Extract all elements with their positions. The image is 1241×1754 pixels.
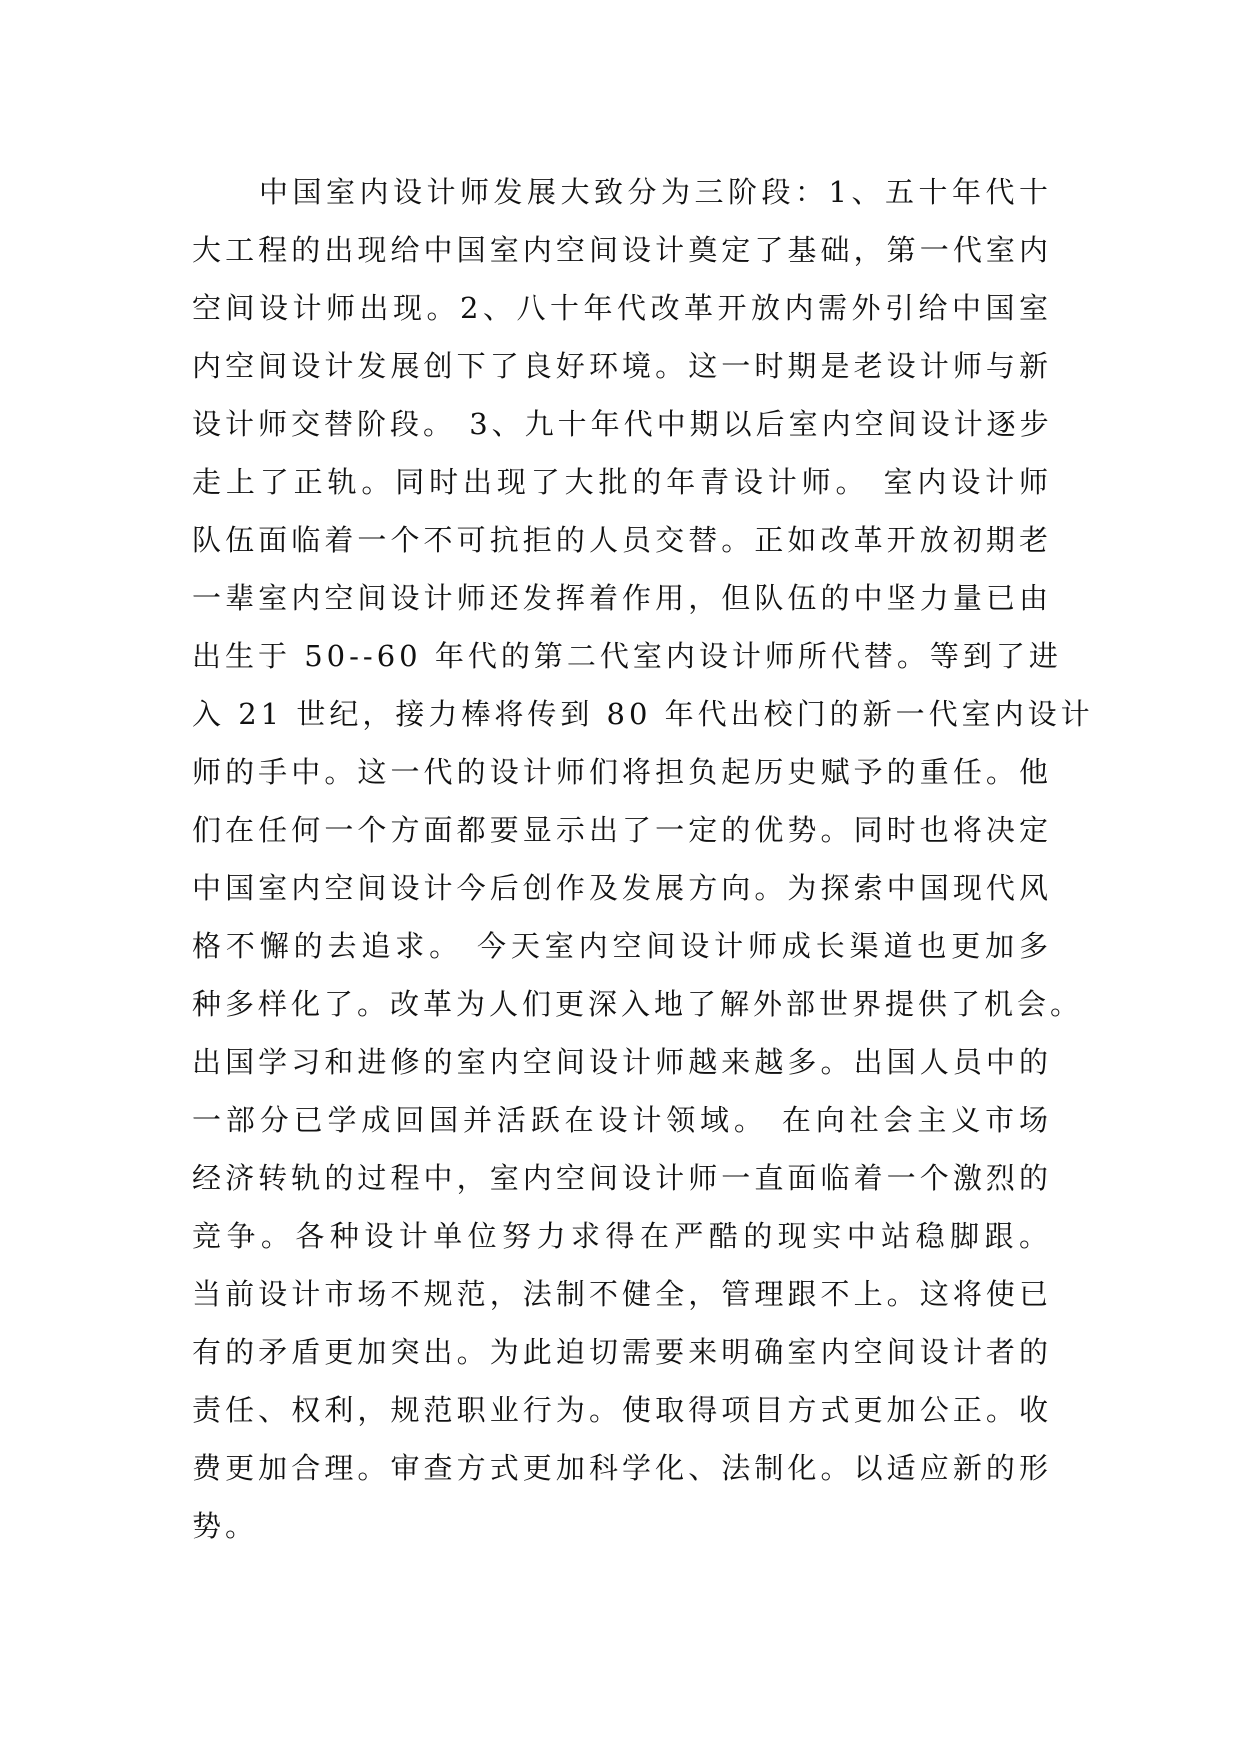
text-line: 当前设计市场不规范，法制不健全，管理跟不上。这将使已 — [192, 1277, 1052, 1311]
text-line: 设计师交替阶段。 3、九十年代中期以后室内空间设计逐步 — [192, 407, 1053, 441]
text-line: 走上了正轨。同时出现了大批的年青设计师。 室内设计师 — [192, 465, 1052, 499]
text-line: 一辈室内空间设计师还发挥着作用，但队伍的中坚力量已由 — [192, 581, 1052, 615]
text-line: 空间设计师出现。2、八十年代改革开放内需外引给中国室 — [192, 291, 1052, 325]
text-line: 费更加合理。审查方式更加科学化、法制化。以适应新的形 — [192, 1451, 1052, 1485]
text-line: 师的手中。这一代的设计师们将担负起历史赋予的重任。他 — [192, 755, 1052, 789]
text-line: 队伍面临着一个不可抗拒的人员交替。正如改革开放初期老 — [192, 523, 1052, 557]
text-line: 们在任何一个方面都要显示出了一定的优势。同时也将决定 — [192, 813, 1052, 847]
body-paragraph — [192, 163, 1094, 1555]
text-line: 势。 — [192, 1509, 259, 1543]
text-line: 中国室内空间设计今后创作及发展方向。为探索中国现代风 — [192, 871, 1052, 905]
text-line: 内空间设计发展创下了良好环境。这一时期是老设计师与新 — [192, 349, 1052, 383]
text-line: 经济转轨的过程中，室内空间设计师一直面临着一个激烈的 — [192, 1161, 1052, 1195]
text-line: 种多样化了。改革为人们更深入地了解外部世界提供了机会。 — [192, 987, 1084, 1021]
text-line: 中国室内设计师发展大致分为三阶段：1、五十年代十 — [192, 175, 1052, 209]
text-line: 出国学习和进修的室内空间设计师越来越多。出国人员中的 — [192, 1045, 1052, 1079]
text-line: 格不懈的去追求。 今天室内空间设计师成长渠道也更加多 — [192, 929, 1052, 963]
text-line: 大工程的出现给中国室内空间设计奠定了基础，第一代室内 — [192, 233, 1052, 267]
text-line: 有的矛盾更加突出。为此迫切需要来明确室内空间设计者的 — [192, 1335, 1052, 1369]
text-line: 责任、权利，规范职业行为。使取得项目方式更加公正。收 — [192, 1393, 1052, 1427]
text-line: 出生于 50--60 年代的第二代室内设计师所代替。等到了进 — [192, 639, 1062, 673]
text-line: 入 21 世纪，接力棒将传到 80 年代出校门的新一代室内设计 — [192, 697, 1094, 731]
text-line: 竞争。各种设计单位努力求得在严酷的现实中站稳脚跟。 — [192, 1219, 1052, 1253]
text-line: 一部分已学成回国并活跃在设计领域。 在向社会主义市场 — [192, 1103, 1052, 1137]
